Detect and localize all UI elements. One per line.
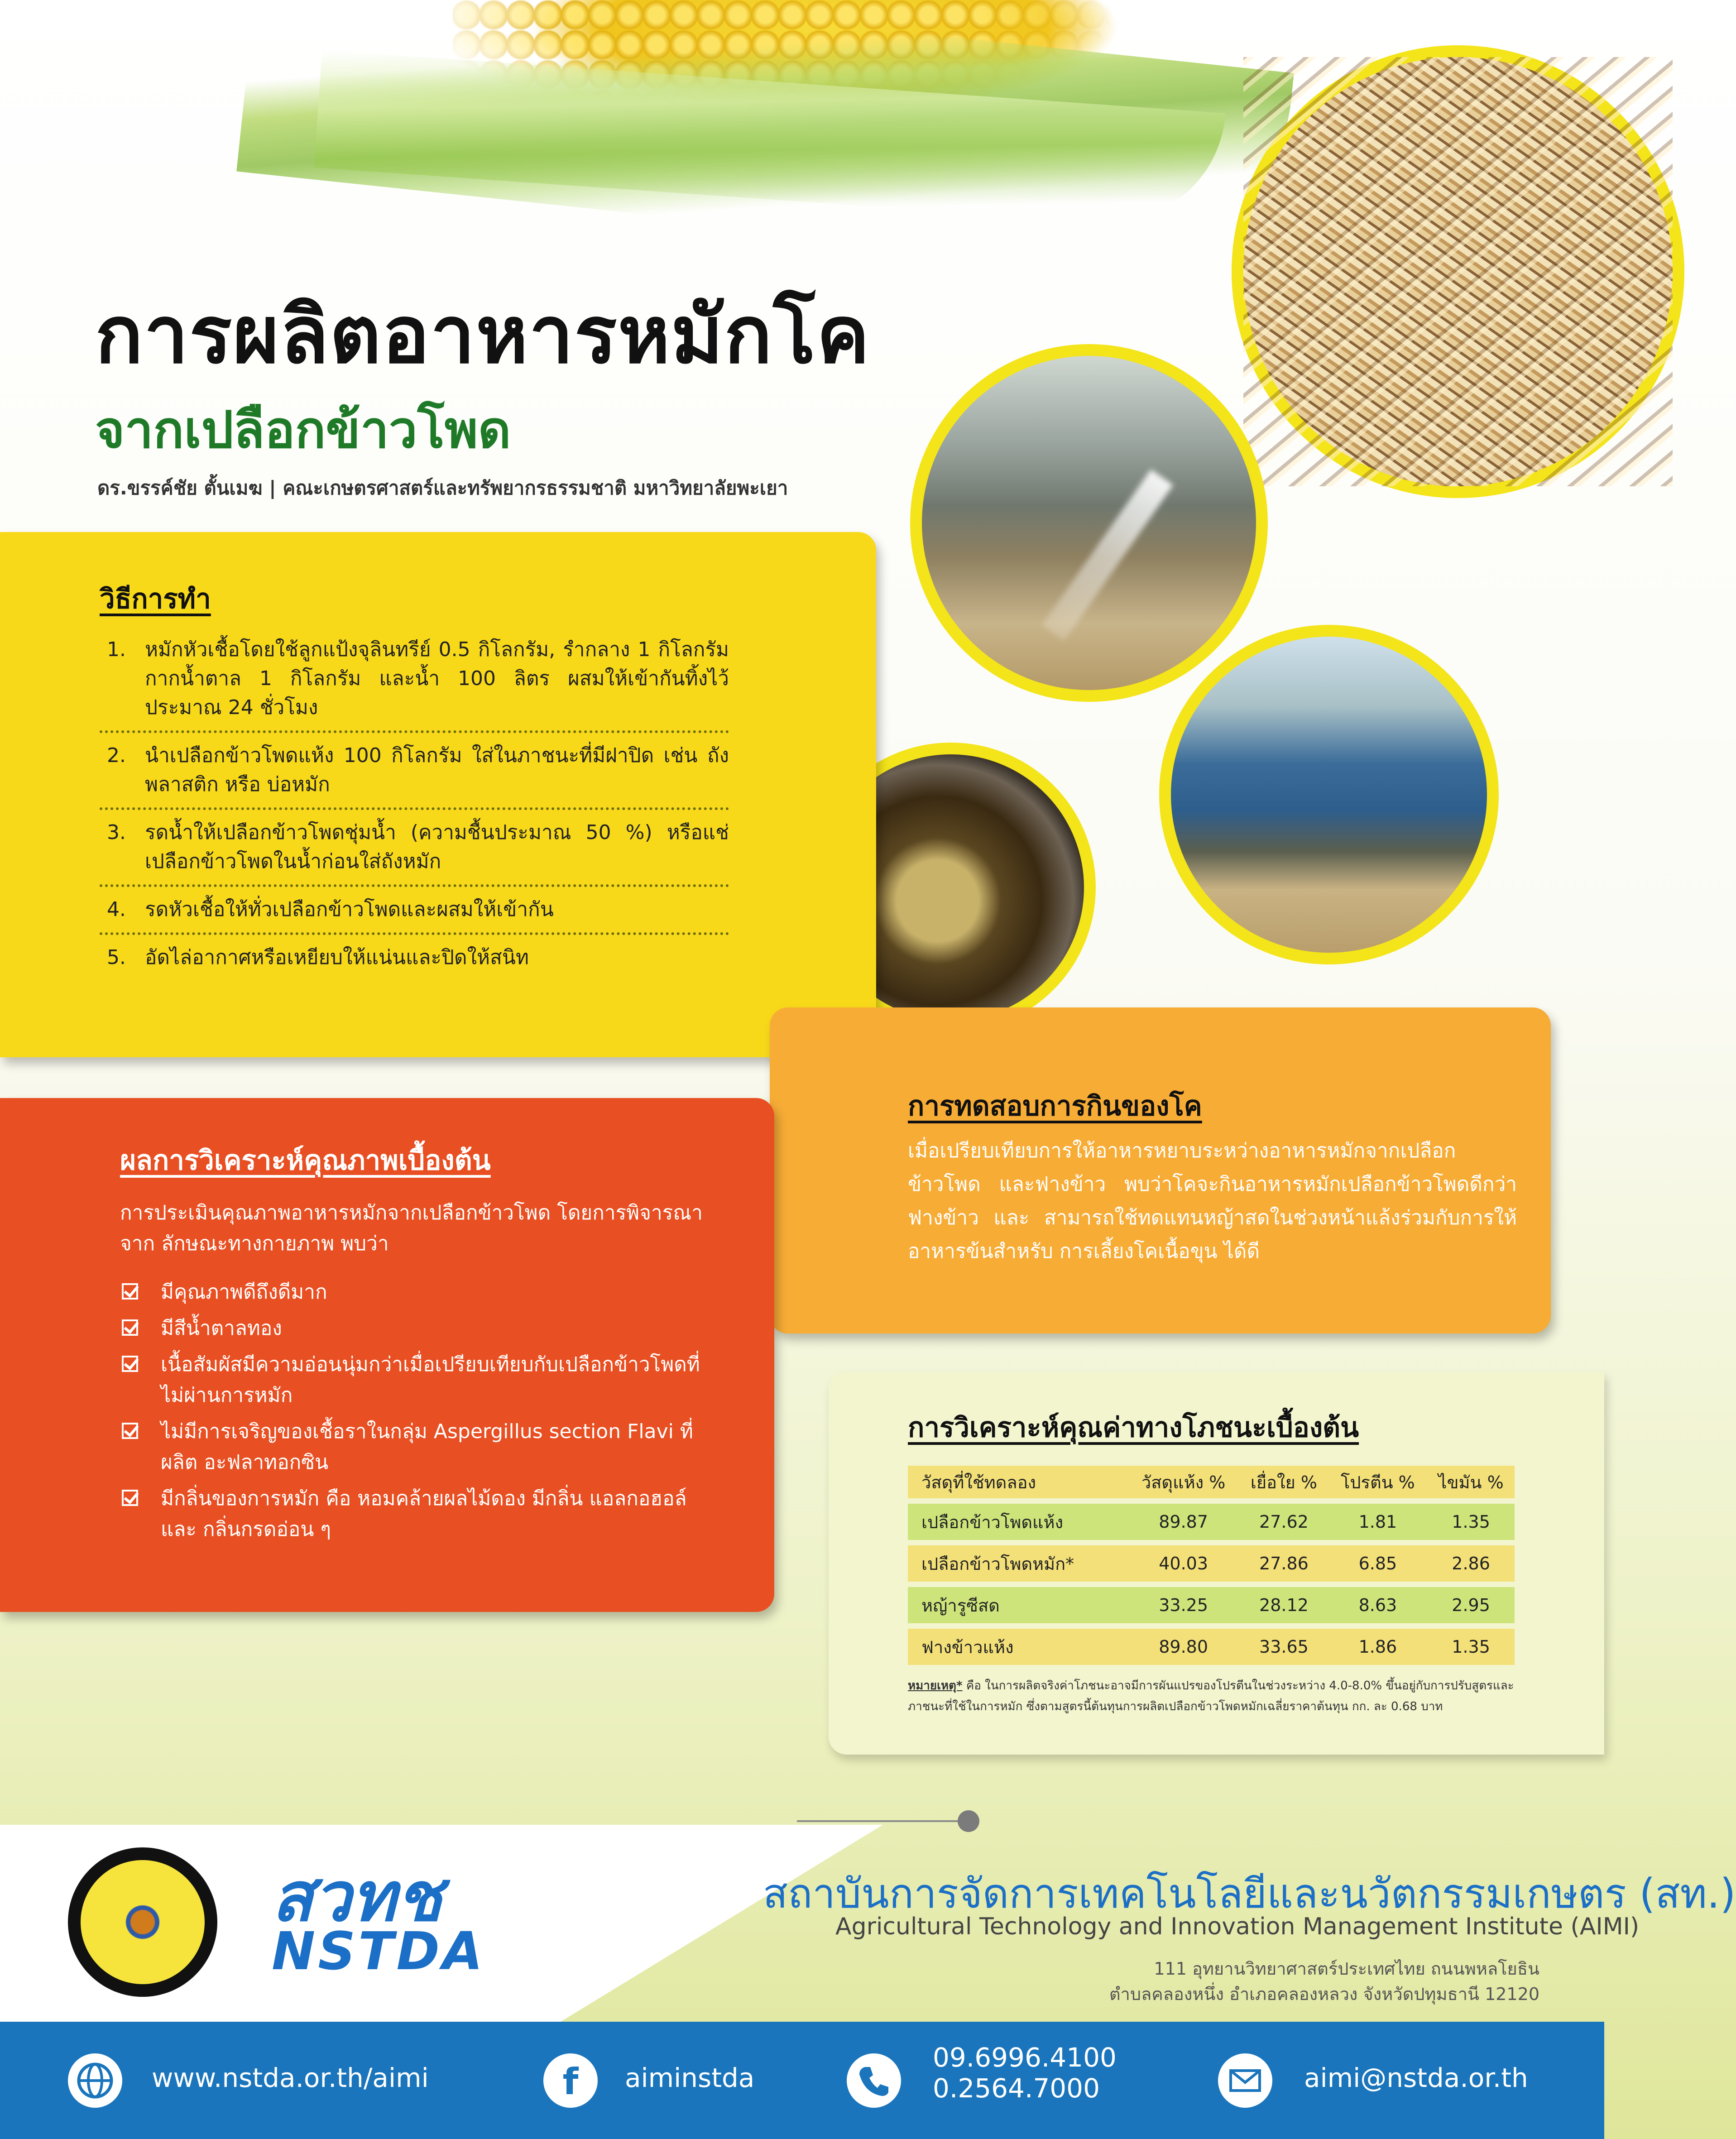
method-heading: วิธีการทำ [100,583,211,615]
table-cell: 6.85 [1328,1545,1427,1582]
quality-item: มีคุณภาพดีถึงดีมาก [120,1277,727,1308]
divider-dot [958,1810,979,1832]
org-address: 111 อุทยานวิทยาศาสตร์ประเทศไทย ถนนพหลโยธิน ตำบลคลองหนึ่ง อำเภอคลองหลวง จังหวัดปทุมธานี 12120 [1109,1959,1539,2004]
quality-item: มีกลิ่นของการหมัก คือ หอมคล้ายผลไม้ดอง มีกลิ่น แอลกอฮอล์ และ กลิ่นกรดอ่อน ๆ [120,1483,727,1545]
method-step: 3. รดน้ำให้เปลือกข้าวโพดชุ่มน้ำ (ความชื้นประมาณ 50 %) หรือแช่ เปลือกข้าวโพดในน้ำก่อนใส่ถังหมัก [100,810,729,887]
facebook-icon [543,2053,598,2108]
table-cell: 40.03 [1127,1545,1239,1582]
table-cell: เปลือกข้าวโพดแห้ง [908,1504,1127,1540]
table-header-row [908,1466,1515,1498]
table-row [908,1504,1515,1540]
org-name-thai: สถาบันการจัดการเทคโนโลยีและนวัตกรรมเกษตร (สท.) [763,1870,1736,1918]
table-cell: 1.86 [1328,1629,1427,1665]
feeding-text: เมื่อเปรียบเทียบการให้อาหารหยาบระหว่างอาหารหมักจากเปลือกข้าวโพด และฟางข้าว พบว่าโคจะกินอาหารหมักเปลือกข้าวโพดดีกว่าฟางข้าว และ สามารถใช้ทดแทนหญ้าสดในช่วงหน้าแล้งร่วมกับการให้อาหารข้นสำหรับ การเลี้ยงโคเนื้อขุน ได้ดี [908,1139,1517,1263]
method-step: 5. อัดไล่อากาศหรือเหยียบให้แน่นและปิดให้สนิท [107,946,529,969]
table-row [908,1545,1515,1582]
divider-line [797,1820,960,1822]
table-cell: 1.35 [1427,1629,1515,1665]
table-cell: 2.95 [1427,1587,1515,1623]
table-cell: เปลือกข้าวโพดหมัก* [908,1545,1127,1582]
quality-list [120,1277,727,1550]
table-cell: หญ้ารูซีสด [908,1587,1127,1623]
svg-text:f: f [562,2061,579,2103]
table-row [908,1629,1515,1665]
table-cell: 8.63 [1328,1587,1427,1623]
checkbox-icon [122,1423,138,1439]
org-name-english: Agricultural Technology and Innovation Management Institute (AIMI) [835,1913,1640,1940]
column-header: วัสดุแห้ง % [1127,1466,1239,1498]
quality-heading: ผลการวิเคราะห์คุณภาพเบื้องต้น [120,1145,491,1176]
table-cell: 33.65 [1239,1629,1328,1665]
table-cell: 27.62 [1239,1504,1328,1540]
method-step: 2. นำเปลือกข้าวโพดแห้ง 100 กิโลกรัม ใส่ในภาชนะที่มีฝาปิด เช่น ถัง พลาสติก หรือ บ่อหมัก [100,733,729,810]
facebook-link[interactable]: aiminstda [625,2062,755,2093]
method-step: 4. รดหัวเชื้อให้ทั่วเปลือกข้าวโพดและผสมให้เข้ากัน [100,887,729,935]
email-icon [1218,2053,1272,2108]
checkbox-icon [122,1283,138,1300]
page-title: การผลิตอาหารหมักโค [95,289,871,381]
page-subtitle: จากเปลือกข้าวโพด [95,401,511,460]
quality-intro: การประเมินคุณภาพอาหารหมักจากเปลือกข้าวโพด โดยการพิจารณาจาก ลักษณะทางกายภาพ พบว่า [120,1201,703,1255]
checkbox-icon [122,1319,138,1336]
column-header: วัสดุที่ใช้ทดลอง [908,1466,1127,1498]
phone-icon [847,2053,901,2108]
table-cell: 2.86 [1427,1545,1515,1582]
table-cell: 1.35 [1427,1504,1515,1540]
website-link[interactable]: www.nstda.or.th/aimi [152,2062,429,2093]
table-cell: 89.80 [1127,1629,1239,1665]
photo-tractor-mixing [1159,625,1499,964]
quality-item: เนื้อสัมผัสมีความอ่อนนุ่มกว่าเมื่อเปรียบเทียบกับเปลือกข้าวโพดที่ ไม่ผ่านการหมัก [120,1349,727,1411]
globe-icon [68,2053,122,2108]
quality-item: มีสีน้ำตาลทอง [120,1313,727,1344]
table-cell: 89.87 [1127,1504,1239,1540]
method-step: 1. หมักหัวเชื้อโดยใช้ลูกแป้งจุลินทรีย์ 0.5 กิโลกรัม, รำกลาง 1 กิโลกรัม กากน้ำตาล 1 กิโลกรัม และน้ำ 100 ลิตร ผสมให้เข้ากันทิ้งไว้ ประมาณ 24 ชั่วโมง [100,627,729,733]
column-header: ไขมัน % [1427,1466,1515,1498]
table-cell: 27.86 [1239,1545,1328,1582]
feeding-heading: การทดสอบการกินของโค [908,1090,1202,1122]
checkbox-icon [122,1356,138,1372]
nstda-logo: สวทช NSTDA [272,1858,485,1982]
column-header: โปรตีน % [1328,1466,1427,1498]
table-cell: 28.12 [1239,1587,1328,1623]
nutrition-heading: การวิเคราะห์คุณค่าทางโภชนะเบื้องต้น [908,1412,1359,1444]
email-link[interactable]: aimi@nstda.or.th [1304,2062,1528,2093]
phone-numbers: 09.6996.4100 0.2564.7000 [933,2042,1117,2104]
nutrition-note: หมายเหตุ* คือ ในการผลิตจริงค่าโภชนะอาจมีการผันแปรของโปรตีนในช่วงระหว่าง 4.0-8.0% ขึ้นอยู่กับการปรับสูตรและ ภาชนะที่ใช้ในการหมัก ซึ่งตามสูตรนี้ต้นทุนการผลิตเปลือกข้าวโพดหมักเฉลี่ยราคาต้นทุน กก. ละ 0.68 บาท [908,1679,1514,1713]
quality-item: ไม่มีการเจริญของเชื้อราในกลุ่ม Aspergillus section Flavi ที่ผลิต อะฟลาทอกซิน [120,1416,727,1478]
photo-corn-husk-closeup [1232,45,1684,498]
table-row [908,1587,1515,1623]
photo-watering-husks [910,344,1268,702]
author-line: ดร.ขรรค์ชัย ตั้นเมฆ | คณะเกษตรศาสตร์และทรัพยากรธรรมชาติ มหาวิทยาลัยพะเยา [97,477,788,499]
table-cell: 33.25 [1127,1587,1239,1623]
table-cell: 1.81 [1328,1504,1427,1540]
table-cell: ฟางข้าวแห้ง [908,1629,1127,1665]
ministry-emblem-icon [109,1888,177,1956]
nutrition-table [908,1460,1515,1670]
column-header: เยื่อใย % [1239,1466,1328,1498]
checkbox-icon [122,1490,138,1506]
method-steps [100,627,729,980]
